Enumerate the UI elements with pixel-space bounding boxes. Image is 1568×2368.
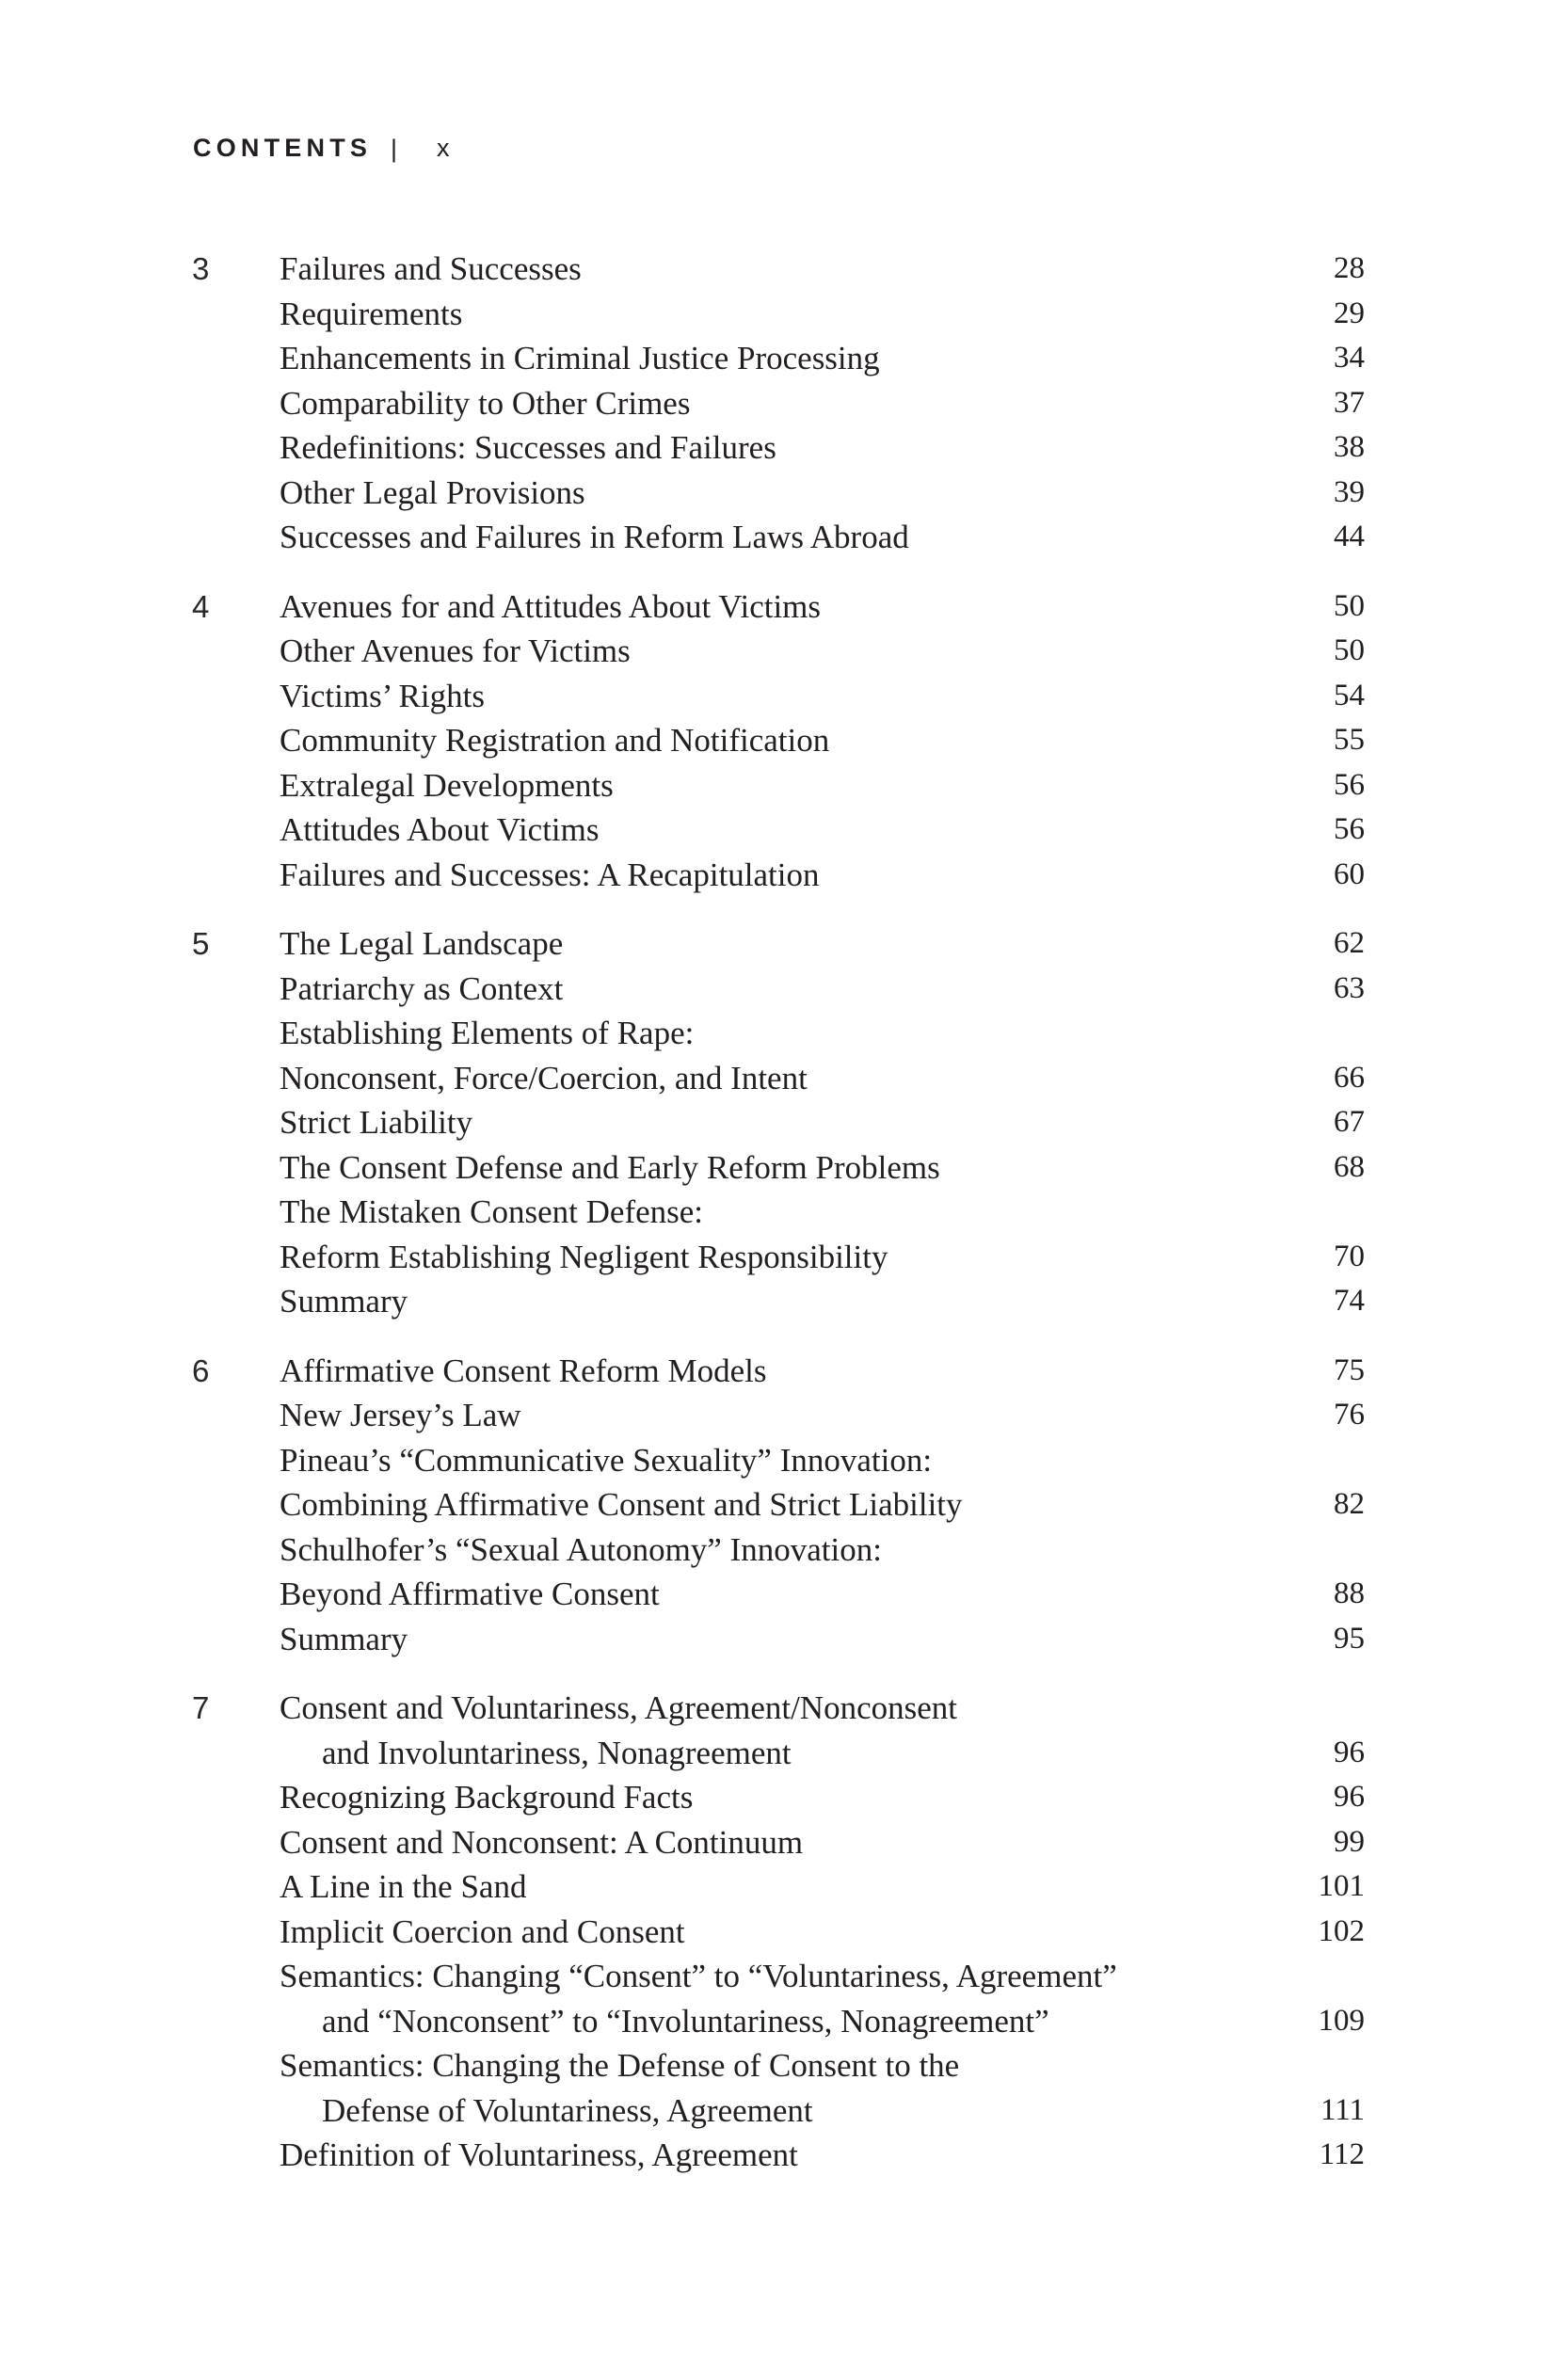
toc-entry-continuation xyxy=(0,1999,1568,2044)
toc-entry-line xyxy=(0,1011,1568,1056)
section-title: Attitudes About Victims xyxy=(280,811,600,848)
running-head-separator: | xyxy=(391,135,398,163)
section-title: Implicit Coercion and Consent xyxy=(280,1912,685,1950)
toc-entry xyxy=(0,1100,1568,1145)
section-title: Semantics: Changing “Consent” to “Voluntariness, Agreement” xyxy=(280,1958,1117,1994)
chapter-number: 4 xyxy=(192,588,210,624)
chapter-title: Affirmative Consent Reform Models xyxy=(280,1352,767,1389)
toc-entry xyxy=(0,1279,1568,1324)
toc-entry xyxy=(0,629,1568,674)
toc-entry xyxy=(0,718,1568,763)
toc-chapter-7 xyxy=(0,1686,1568,2178)
section-title: The Consent Defense and Early Reform Problems xyxy=(280,1148,940,1186)
section-title: Patriarchy as Context xyxy=(280,969,564,1007)
section-title: Victims’ Rights xyxy=(280,677,485,714)
page-number: 109 xyxy=(1318,2003,1365,2038)
page-number: 56 xyxy=(1334,812,1365,846)
section-title-continued: Defense of Voluntariness, Agreement xyxy=(322,2091,813,2129)
section-title: Successes and Failures in Reform Laws Abroad xyxy=(280,519,909,555)
section-title: Consent and Nonconsent: A Continuum xyxy=(280,1823,804,1861)
section-title-continued: Beyond Affirmative Consent xyxy=(280,1576,660,1612)
toc-entry xyxy=(0,381,1568,426)
toc-chapter-4 xyxy=(0,584,1568,898)
section-title: Requirements xyxy=(280,295,463,332)
toc-entry-line xyxy=(0,1190,1568,1235)
toc-entry xyxy=(0,674,1568,719)
page-number: 54 xyxy=(1334,678,1365,712)
page-number: 111 xyxy=(1320,2092,1365,2127)
toc-entry xyxy=(0,763,1568,808)
toc-entry xyxy=(0,425,1568,471)
toc-entry xyxy=(0,853,1568,898)
toc-entry xyxy=(0,967,1568,1012)
page-number: 28 xyxy=(1334,251,1365,285)
section-title: New Jersey’s Law xyxy=(280,1397,521,1433)
chapter-number: 5 xyxy=(192,926,210,961)
page-number: 62 xyxy=(1334,926,1365,960)
toc-entry xyxy=(0,808,1568,853)
toc-entry xyxy=(0,1617,1568,1662)
toc-entry xyxy=(0,1145,1568,1191)
toc-entry-continuation xyxy=(0,1731,1568,1776)
toc-entry xyxy=(0,1349,1568,1394)
page-number: 67 xyxy=(1334,1105,1365,1139)
toc-entry-continuation xyxy=(0,1235,1568,1280)
toc-entry-line xyxy=(0,1438,1568,1483)
page-number: 99 xyxy=(1334,1824,1365,1859)
section-title: Pineau’s “Communicative Sexuality” Innovation: xyxy=(280,1441,933,1479)
page-number: 55 xyxy=(1334,723,1365,757)
section-title: Summary xyxy=(280,1283,408,1320)
section-title: A Line in the Sand xyxy=(280,1868,527,1905)
chapter-title: Avenues for and Attitudes About Victims xyxy=(280,587,822,625)
section-title-continued: and “Nonconsent” to “Involuntariness, Nonagreement” xyxy=(322,2002,1049,2040)
page-number: 82 xyxy=(1334,1487,1365,1521)
toc-entry-continuation xyxy=(0,1482,1568,1528)
toc-entry xyxy=(0,247,1568,292)
page-number: 66 xyxy=(1334,1060,1365,1095)
toc-entry-continuation xyxy=(0,2088,1568,2134)
toc-entry xyxy=(0,515,1568,560)
toc-entry-continuation xyxy=(0,1056,1568,1101)
chapter-title-continued: and Involuntariness, Nonagreement xyxy=(322,1734,792,1771)
section-title: Extralegal Developments xyxy=(280,766,614,804)
toc-entry xyxy=(0,1864,1568,1910)
section-title: Community Registration and Notification xyxy=(280,722,830,759)
section-title: Summary xyxy=(280,1620,408,1657)
page-number: 34 xyxy=(1334,341,1365,375)
section-title: Strict Liability xyxy=(280,1104,473,1141)
page-number: 96 xyxy=(1334,1735,1365,1769)
chapter-number: 7 xyxy=(192,1690,210,1725)
toc-chapter-5 xyxy=(0,921,1568,1324)
section-title: Enhancements in Criminal Justice Processing xyxy=(280,340,880,376)
page-number: 39 xyxy=(1334,474,1365,509)
chapter-title: The Legal Landscape xyxy=(280,925,564,962)
page-number: 37 xyxy=(1334,385,1365,420)
toc-entry-line xyxy=(0,1686,1568,1731)
section-title: Definition of Voluntariness, Agreement xyxy=(280,2136,798,2173)
section-title: Comparability to Other Crimes xyxy=(280,384,691,422)
page-number: 63 xyxy=(1334,970,1365,1005)
section-title: The Mistaken Consent Defense: xyxy=(280,1193,704,1230)
page-number: 96 xyxy=(1334,1780,1365,1814)
toc-entry-continuation xyxy=(0,1572,1568,1617)
chapter-number: 6 xyxy=(192,1352,210,1388)
toc-entry-line xyxy=(0,2043,1568,2088)
page-number: 102 xyxy=(1318,1913,1365,1948)
toc-entry xyxy=(0,1820,1568,1865)
page-number: 50 xyxy=(1334,588,1365,623)
page-number: 56 xyxy=(1334,767,1365,802)
chapter-title: Failures and Successes xyxy=(280,250,582,287)
toc-entry xyxy=(0,921,1568,967)
toc-entry xyxy=(0,1393,1568,1438)
running-head-title: CONTENTS xyxy=(193,134,373,162)
toc-entry xyxy=(0,1775,1568,1820)
toc-entry-line xyxy=(0,1954,1568,1999)
page-number: 38 xyxy=(1334,430,1365,464)
page-number: 112 xyxy=(1319,2137,1365,2171)
section-title: Redefinitions: Successes and Failures xyxy=(280,429,776,466)
chapter-title: Consent and Voluntariness, Agreement/Nonconsent xyxy=(280,1689,957,1726)
page-number: 74 xyxy=(1334,1284,1365,1318)
page-number: 101 xyxy=(1318,1869,1365,1903)
toc-entry xyxy=(0,471,1568,516)
toc-entry-line xyxy=(0,1528,1568,1573)
section-title: Other Legal Provisions xyxy=(280,473,585,511)
page-folio: x xyxy=(437,134,450,162)
page-number: 60 xyxy=(1334,856,1365,891)
section-title: Failures and Successes: A Recapitulation xyxy=(280,856,820,893)
section-title: Recognizing Background Facts xyxy=(280,1779,694,1816)
toc-chapter-6 xyxy=(0,1349,1568,1662)
page-number: 44 xyxy=(1334,520,1365,553)
toc-entry xyxy=(0,1910,1568,1955)
section-title: Other Avenues for Victims xyxy=(280,632,631,669)
section-title: Schulhofer’s “Sexual Autonomy” Innovation: xyxy=(280,1530,882,1568)
section-title: Semantics: Changing the Defense of Consent to the xyxy=(280,2047,960,2084)
toc-entry xyxy=(0,336,1568,381)
table-of-contents xyxy=(0,247,1568,2178)
toc-chapter-3 xyxy=(0,247,1568,560)
section-title-continued: Reform Establishing Negligent Responsibility xyxy=(280,1238,888,1275)
chapter-number: 3 xyxy=(192,251,210,286)
page-number: 75 xyxy=(1334,1352,1365,1387)
section-title-continued: Nonconsent, Force/Coercion, and Intent xyxy=(280,1059,808,1096)
page-number: 29 xyxy=(1334,296,1365,330)
page-number: 88 xyxy=(1334,1576,1365,1610)
page-number: 68 xyxy=(1334,1149,1365,1184)
page-number: 70 xyxy=(1334,1239,1365,1273)
toc-entry xyxy=(0,2133,1568,2178)
section-title-continued: Combining Affirmative Consent and Strict Liability xyxy=(280,1486,963,1523)
toc-entry xyxy=(0,292,1568,337)
page-number: 50 xyxy=(1334,633,1365,667)
page-number: 76 xyxy=(1334,1398,1365,1432)
page-number: 95 xyxy=(1334,1621,1365,1656)
section-title: Establishing Elements of Rape: xyxy=(280,1015,695,1051)
toc-entry xyxy=(0,584,1568,630)
